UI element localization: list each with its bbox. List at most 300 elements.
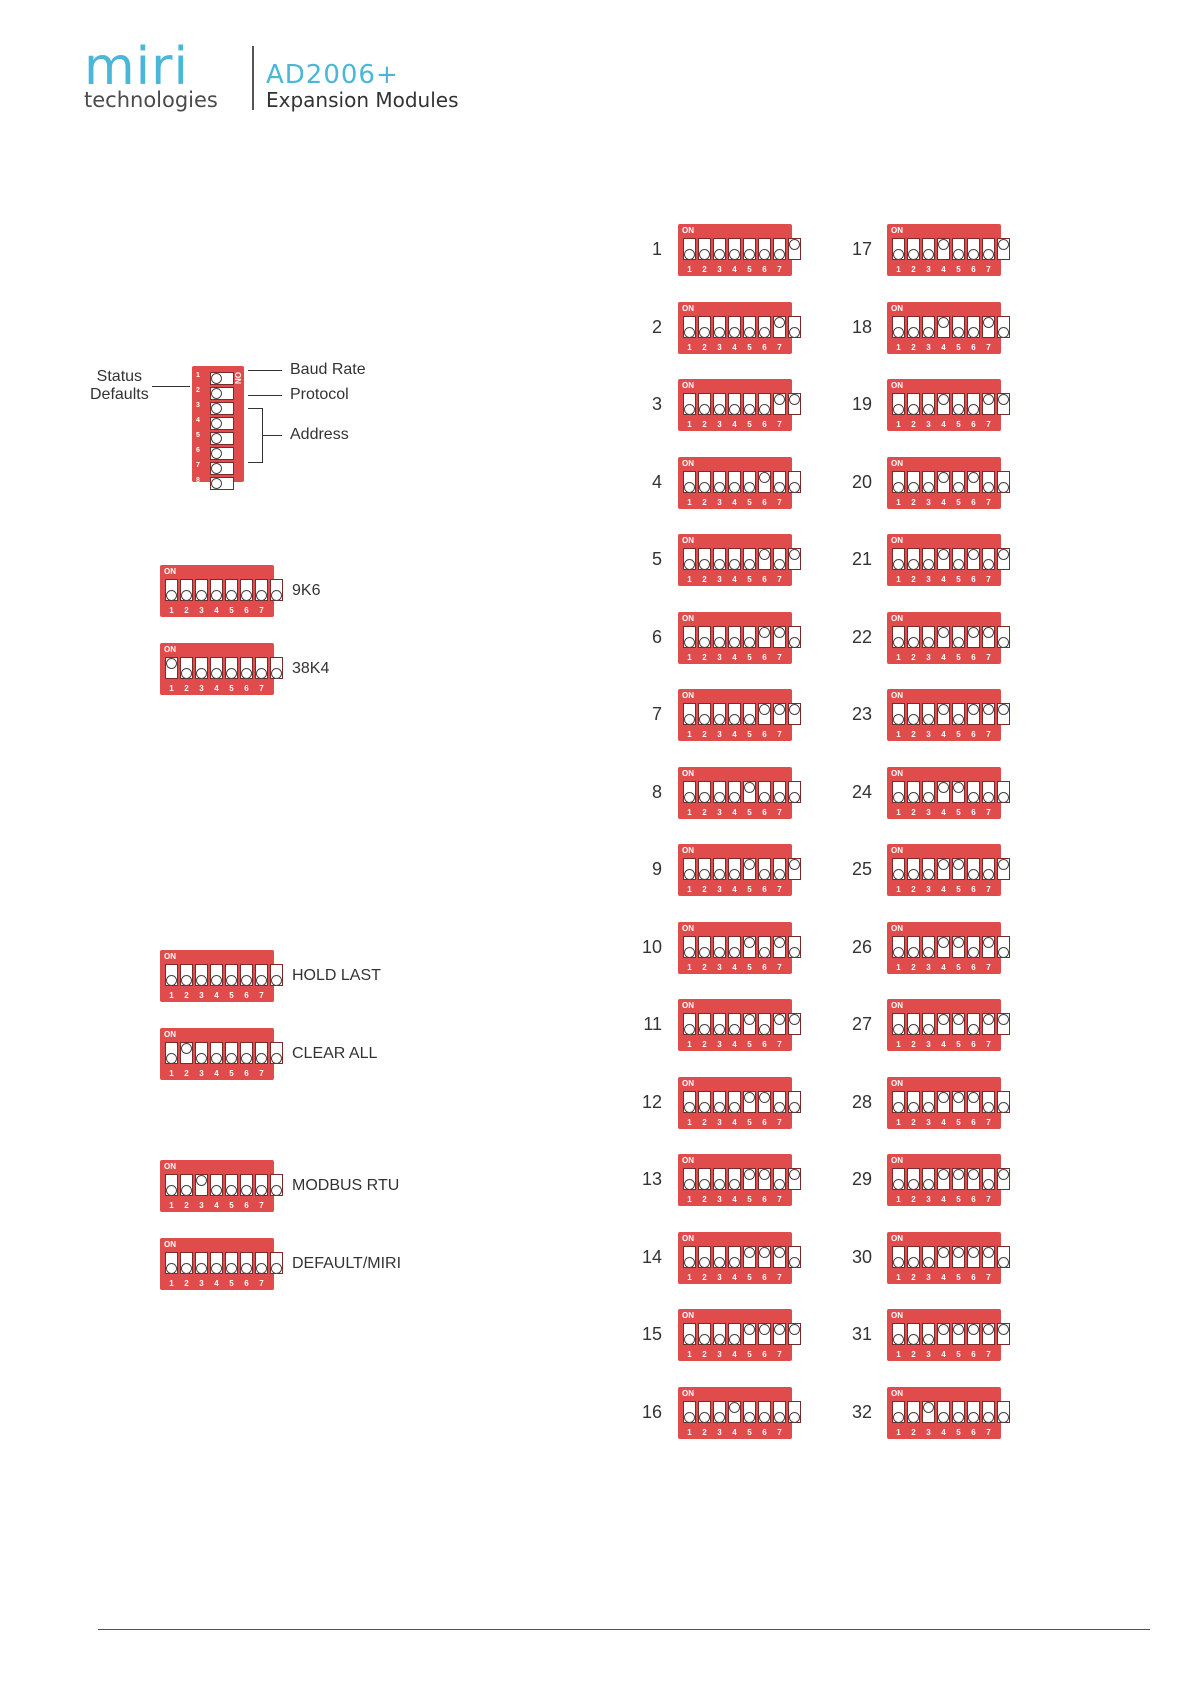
- dip-switch-1: [683, 1401, 696, 1423]
- legend-switch-number: 4: [196, 417, 200, 424]
- address-dip-switch: [887, 1077, 1006, 1129]
- dip-number: 2: [911, 1350, 916, 1359]
- dip-switch-6: [240, 964, 253, 986]
- address-number: 9: [651, 859, 662, 879]
- dip-number: 3: [717, 1117, 722, 1127]
- dip-switch-7: [982, 548, 995, 570]
- dip-switch-8: [270, 964, 283, 986]
- dip-number: 5: [747, 1040, 752, 1049]
- dip-switch-8: [997, 781, 1010, 803]
- address-dip-switch: [887, 302, 1006, 354]
- dip-switch-6: [758, 858, 771, 880]
- switch-knob: [789, 1412, 800, 1423]
- switch-knob: [699, 404, 710, 415]
- dip-number: 8: [274, 1279, 279, 1288]
- switch-knob: [211, 975, 222, 986]
- dip-number: 1: [896, 1040, 901, 1049]
- switch-knob: [729, 404, 740, 415]
- dip-slots: [165, 579, 283, 601]
- baud-leader-line: [248, 370, 282, 371]
- dip-number: 5: [747, 575, 752, 584]
- dip-switch-1: [165, 1042, 178, 1064]
- dip-switch-5: [952, 626, 965, 648]
- dip-slots: [892, 1168, 1010, 1190]
- switch-knob: [729, 327, 740, 338]
- dip-switch-8: [270, 1174, 283, 1196]
- switch-knob: [729, 1102, 740, 1113]
- dip-number: 3: [717, 807, 722, 817]
- switch-knob: [759, 327, 770, 338]
- switch-knob: [923, 1334, 934, 1345]
- switch-knob: [998, 704, 1009, 715]
- dip-on-label: ON: [164, 952, 176, 961]
- setting-label: MODBUS RTU: [292, 1177, 400, 1194]
- dip-switch-5: [225, 657, 238, 679]
- dip-switch-4: [210, 1174, 223, 1196]
- dip-number: 1: [687, 1350, 692, 1359]
- legend-switch-number: 2: [196, 387, 200, 394]
- dip-slots: [892, 1323, 1010, 1345]
- dip-switch-3: [922, 548, 935, 570]
- switch-knob: [968, 704, 979, 715]
- dip-number: 8: [1001, 342, 1006, 352]
- switch-knob: [699, 1024, 710, 1035]
- dip-switch-1: [683, 316, 696, 338]
- dip-on-label: ON: [891, 1311, 903, 1320]
- dip-switch-1: [892, 1323, 905, 1345]
- address-dip-switch: [678, 922, 797, 974]
- dip-number: 1: [687, 575, 692, 584]
- switch-knob: [256, 1185, 267, 1196]
- switch-knob: [774, 627, 785, 638]
- switch-knob: [729, 869, 740, 880]
- dip-slots: [892, 781, 1010, 803]
- dip-number: 3: [926, 342, 931, 352]
- switch-knob: [983, 1412, 994, 1423]
- dip-number: 1: [896, 575, 901, 584]
- setting-label: 38K4: [292, 660, 330, 677]
- dip-number: 5: [956, 1272, 961, 1282]
- dip-switch-7: [773, 703, 786, 725]
- dip-switch-5: [952, 548, 965, 570]
- dip-switch-8: [788, 626, 801, 648]
- dip-switch-4: [937, 1401, 950, 1423]
- address-number: 17: [851, 239, 872, 259]
- dip-number: 1: [169, 684, 174, 693]
- dip-switch-3: [713, 1091, 726, 1113]
- switch-knob: [893, 559, 904, 570]
- dip-on-label: ON: [682, 691, 694, 700]
- switch-knob: [241, 590, 252, 601]
- dip-switch-8: [997, 1323, 1010, 1345]
- dip-on-label: ON: [682, 1156, 694, 1165]
- switch-knob: [211, 478, 222, 489]
- switch-knob: [923, 869, 934, 880]
- dip-switch-4: [937, 1246, 950, 1268]
- switch-knob: [983, 704, 994, 715]
- dip-number: 6: [971, 420, 976, 429]
- dip-switch-8: [788, 393, 801, 415]
- dip-switch-7: [982, 781, 995, 803]
- address-number: 30: [851, 1246, 872, 1267]
- dip-switch-7: [255, 1252, 268, 1274]
- switch-knob: [983, 627, 994, 638]
- address-dip-switch: [887, 999, 1006, 1051]
- dip-switch-3: [195, 1042, 208, 1064]
- dip-number: 7: [777, 652, 782, 662]
- dip-number: 4: [941, 885, 946, 894]
- dip-switch-2: [698, 781, 711, 803]
- dip-slots: [892, 936, 1010, 958]
- switch-knob: [789, 859, 800, 870]
- dip-number: 3: [926, 885, 931, 894]
- dip-switch-7: [255, 1042, 268, 1064]
- dip-on-label: ON: [164, 645, 176, 654]
- dip-number: 2: [911, 420, 916, 429]
- dip-switch-5: [743, 1013, 756, 1035]
- dip-switch-8: [788, 781, 801, 803]
- dip-number: 2: [702, 1195, 707, 1204]
- address-number: 15: [641, 1324, 662, 1344]
- switch-knob: [789, 482, 800, 493]
- switch-knob: [893, 1257, 904, 1268]
- dip-switch-8: [270, 657, 283, 679]
- dip-number: 2: [184, 1201, 189, 1210]
- switch-knob: [744, 1014, 755, 1025]
- dip-switch-2: [180, 1042, 193, 1064]
- dip-switch-3: [922, 626, 935, 648]
- legend-switch-slots: [210, 372, 234, 490]
- dip-switch-4: [728, 393, 741, 415]
- setting-dip-switch: [160, 1238, 279, 1290]
- switch-knob: [983, 482, 994, 493]
- switch-knob: [774, 559, 785, 570]
- dip-number: 1: [687, 497, 692, 507]
- dip-number: 4: [732, 730, 737, 739]
- dip-number: 8: [274, 991, 279, 1000]
- legend-switch-number: 8: [196, 477, 200, 484]
- dip-switch-5: [743, 1246, 756, 1268]
- dip-number: 8: [792, 885, 797, 894]
- dip-switch-6: [240, 657, 253, 679]
- switch-knob: [893, 1412, 904, 1423]
- switch-knob: [774, 394, 785, 405]
- switch-knob: [983, 1247, 994, 1258]
- switch-knob: [241, 1263, 252, 1274]
- address-number: 13: [641, 1169, 662, 1189]
- dip-switch-4: [210, 964, 223, 986]
- switch-knob: [759, 1169, 770, 1180]
- dip-switch-2: [698, 548, 711, 570]
- dip-switch-7: [773, 393, 786, 415]
- dip-number: 7: [777, 265, 782, 274]
- dip-number: 7: [986, 885, 991, 894]
- switch-knob: [759, 1247, 770, 1258]
- dip-switch-5: [952, 471, 965, 493]
- dip-number: 1: [687, 1272, 692, 1282]
- switch-knob: [196, 668, 207, 679]
- dip-number: 4: [941, 1195, 946, 1204]
- dip-number: 2: [702, 962, 707, 972]
- dip-number: 8: [792, 1117, 797, 1127]
- dip-number: 4: [941, 1117, 946, 1127]
- dip-switch-1: [683, 471, 696, 493]
- setting-label: CLEAR ALL: [292, 1045, 378, 1062]
- switch-knob: [271, 1263, 282, 1274]
- switch-knob: [923, 1102, 934, 1113]
- switch-knob: [181, 590, 192, 601]
- dip-number: 6: [244, 991, 249, 1000]
- dip-number: 5: [747, 265, 752, 274]
- dip-number: 2: [911, 1272, 916, 1282]
- dip-number: 2: [184, 1069, 189, 1078]
- dip-number: 2: [184, 1279, 189, 1288]
- switch-knob: [938, 1014, 949, 1025]
- switch-knob: [181, 1043, 192, 1054]
- dip-number: 5: [956, 420, 961, 429]
- switch-knob: [998, 327, 1009, 338]
- dip-number: 2: [911, 342, 916, 352]
- dip-switch-4: [728, 471, 741, 493]
- dip-switch-3: [713, 936, 726, 958]
- switch-knob: [923, 1257, 934, 1268]
- dip-switch-1: [683, 858, 696, 880]
- dip-number: 5: [956, 962, 961, 972]
- dip-switch-8: [997, 1091, 1010, 1113]
- dip-switch-3: [713, 858, 726, 880]
- dip-number: 2: [911, 807, 916, 817]
- dip-number: 2: [702, 575, 707, 584]
- dip-number: 8: [1001, 885, 1006, 894]
- dip-number: 6: [244, 606, 249, 615]
- switch-knob: [968, 627, 979, 638]
- dip-switch-4: [210, 1252, 223, 1274]
- switch-knob: [759, 249, 770, 260]
- switch-knob: [983, 869, 994, 880]
- switch-knob: [938, 394, 949, 405]
- dip-number: 3: [926, 1117, 931, 1127]
- address-dip-switch: [887, 534, 1006, 586]
- switch-knob: [181, 975, 192, 986]
- dip-switch-4: [728, 703, 741, 725]
- dip-switch-5: [952, 1401, 965, 1423]
- dip-switch-3: [713, 781, 726, 803]
- dip-number: 7: [259, 1201, 264, 1210]
- dip-number: 5: [747, 962, 752, 972]
- dip-switch-6: [967, 548, 980, 570]
- dip-number: 2: [911, 730, 916, 739]
- dip-number: 1: [896, 420, 901, 429]
- dip-switch-5: [743, 1323, 756, 1345]
- dip-number: 5: [956, 885, 961, 894]
- status-label: Status: [96, 368, 143, 385]
- address-number: 16: [641, 1401, 662, 1422]
- dip-switch-2: [698, 703, 711, 725]
- address-number: 25: [851, 859, 872, 879]
- dip-numbers: [683, 963, 801, 972]
- switch-knob: [893, 714, 904, 725]
- switch-knob: [983, 559, 994, 570]
- dip-switch-4: [937, 548, 950, 570]
- dip-numbers: [683, 343, 801, 352]
- dip-number: 3: [717, 497, 722, 507]
- switch-knob: [166, 975, 177, 986]
- dip-switch-3: [713, 471, 726, 493]
- dip-number: 8: [1001, 730, 1006, 739]
- address-dip-switch: [678, 1387, 797, 1439]
- dip-switch-3: [922, 703, 935, 725]
- switch-knob: [226, 1263, 237, 1274]
- switch-knob: [196, 1263, 207, 1274]
- dip-number: 1: [896, 1117, 901, 1127]
- switch-knob: [908, 249, 919, 260]
- setting-label: DEFAULT/MIRI: [292, 1255, 402, 1272]
- switch-knob: [211, 1053, 222, 1064]
- dip-number: 7: [777, 420, 782, 429]
- dip-number: 1: [896, 1350, 901, 1359]
- dip-switch-4: [937, 471, 950, 493]
- switch-knob: [953, 714, 964, 725]
- dip-number: 6: [971, 1040, 976, 1049]
- address-dip-switch: [678, 534, 797, 586]
- legend-switch-slot: [210, 432, 234, 445]
- switch-knob: [196, 975, 207, 986]
- dip-number: 7: [259, 1069, 264, 1078]
- logo-wordmark: miri: [84, 37, 189, 97]
- dip-numbers: [683, 1350, 801, 1359]
- dip-switch-3: [713, 703, 726, 725]
- dip-slots: [683, 548, 801, 570]
- dip-number: 6: [971, 652, 976, 662]
- dip-switch-8: [788, 858, 801, 880]
- dip-switch-2: [698, 238, 711, 260]
- setting-dip-switch: [160, 1028, 279, 1080]
- legend-switch-number: 1: [196, 372, 200, 379]
- dip-switch-5: [952, 703, 965, 725]
- dip-number: 2: [702, 497, 707, 507]
- dip-switch-8: [997, 1401, 1010, 1423]
- dip-on-label: ON: [891, 846, 903, 855]
- dip-number: 4: [941, 1427, 946, 1437]
- dip-on-label: ON: [682, 923, 694, 933]
- switch-knob: [908, 1257, 919, 1268]
- dip-switch-2: [907, 471, 920, 493]
- dip-switch-1: [892, 626, 905, 648]
- dip-numbers: [165, 606, 283, 615]
- dip-number: 1: [687, 807, 692, 817]
- dip-number: 1: [169, 1069, 174, 1078]
- switch-knob: [953, 1092, 964, 1103]
- address-number: 20: [851, 471, 872, 492]
- switch-knob: [744, 1092, 755, 1103]
- dip-switch-1: [165, 657, 178, 679]
- switch-knob: [998, 1324, 1009, 1335]
- switch-knob: [789, 1102, 800, 1113]
- dip-number: 7: [777, 1272, 782, 1282]
- switch-knob: [789, 1324, 800, 1335]
- dip-slots: [683, 1091, 801, 1113]
- switch-knob: [789, 394, 800, 405]
- switch-knob: [699, 714, 710, 725]
- dip-switch-6: [758, 316, 771, 338]
- dip-switch-1: [683, 936, 696, 958]
- switch-knob: [729, 1402, 740, 1413]
- switch-knob: [256, 1053, 267, 1064]
- dip-number: 5: [956, 1195, 961, 1204]
- dip-switch-3: [922, 1013, 935, 1035]
- dip-number: 1: [896, 962, 901, 972]
- dip-number: 5: [956, 807, 961, 817]
- switch-knob: [774, 792, 785, 803]
- dip-number: 4: [941, 1272, 946, 1282]
- dip-number: 7: [986, 420, 991, 429]
- dip-number: 8: [792, 575, 797, 584]
- dip-switch-4: [937, 393, 950, 415]
- dip-switch-5: [225, 1042, 238, 1064]
- switch-knob: [226, 975, 237, 986]
- dip-switch-2: [907, 1168, 920, 1190]
- dip-number: 7: [986, 1195, 991, 1204]
- dip-number: 5: [747, 1117, 752, 1127]
- dip-switch-7: [982, 703, 995, 725]
- switch-knob: [998, 637, 1009, 648]
- dip-switch-2: [180, 657, 193, 679]
- dip-numbers: [683, 730, 801, 739]
- dip-numbers: [892, 343, 1010, 352]
- dip-number: 2: [702, 652, 707, 662]
- dip-number: 7: [986, 1427, 991, 1437]
- switch-knob: [908, 1024, 919, 1035]
- dip-switch-3: [922, 858, 935, 880]
- switch-knob: [241, 1053, 252, 1064]
- switch-knob: [729, 792, 740, 803]
- dip-switch-5: [225, 964, 238, 986]
- dip-numbers: [892, 1195, 1010, 1204]
- switch-knob: [744, 714, 755, 725]
- switch-knob: [714, 327, 725, 338]
- dip-switch-6: [967, 1013, 980, 1035]
- dip-switch-7: [773, 781, 786, 803]
- dip-number: 2: [702, 1040, 707, 1049]
- dip-number: 3: [926, 1427, 931, 1437]
- dip-number: 3: [717, 265, 722, 274]
- switch-knob: [789, 1257, 800, 1268]
- dip-switch-7: [982, 1091, 995, 1113]
- dip-number: 7: [777, 342, 782, 352]
- switch-knob: [684, 1024, 695, 1035]
- switch-knob: [256, 975, 267, 986]
- dip-slots: [892, 316, 1010, 338]
- switch-knob: [684, 792, 695, 803]
- dip-switch-5: [952, 316, 965, 338]
- switch-knob: [998, 239, 1009, 250]
- dip-number: 1: [687, 1040, 692, 1049]
- dip-on-label: ON: [682, 768, 694, 778]
- dip-number: 6: [762, 1272, 767, 1282]
- dip-switch-2: [907, 781, 920, 803]
- dip-on-label: ON: [891, 1001, 903, 1010]
- dip-number: 8: [274, 1201, 279, 1210]
- dip-on-label: ON: [891, 1233, 903, 1243]
- dip-switch-1: [683, 1091, 696, 1113]
- dip-switch-1: [683, 1168, 696, 1190]
- dip-switch-7: [982, 1013, 995, 1035]
- dip-number: 7: [777, 1040, 782, 1049]
- dip-on-label: ON: [682, 536, 694, 545]
- dip-switch-2: [907, 1091, 920, 1113]
- protocol-label: Protocol: [290, 386, 349, 403]
- defaults-label: Defaults: [90, 386, 149, 403]
